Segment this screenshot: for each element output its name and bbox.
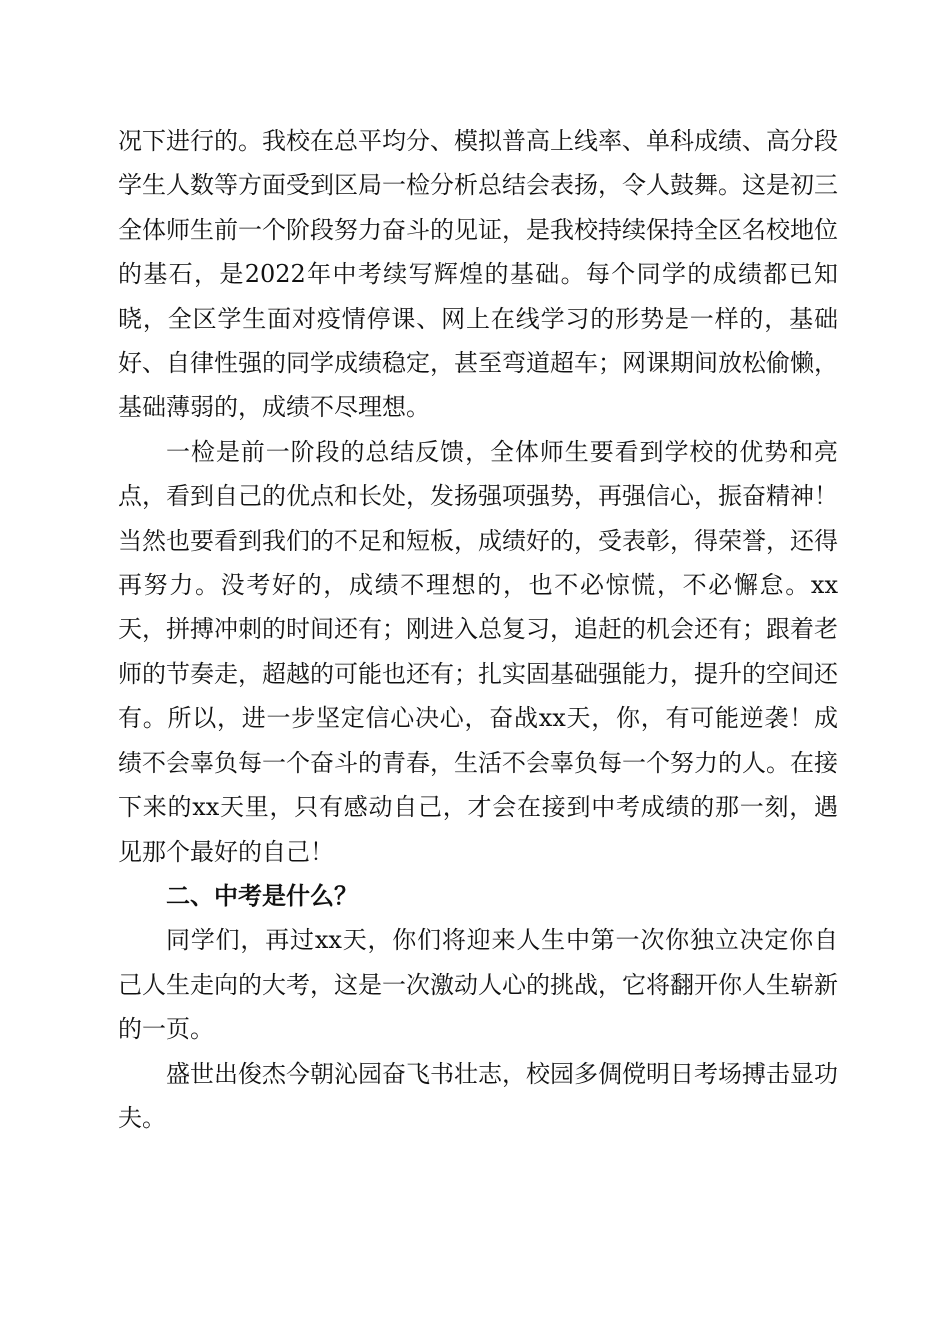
paragraph-continuation: 况下进行的。我校在总平均分、模拟普高上线率、单科成绩、高分段学生人数等方面受到区局一检分析总结会表扬，令人鼓舞。这是初三全体师生前一个阶段努力奋斗的见证，是我校持续保持全区名校地位的基石，是2022年中考续写辉煌的基础。每个同学的成绩都已知晓，全区学生面对疫情停课、网上在线学习的形势是一样的，基础好、自律性强的同学成绩稳定，甚至弯道超车；网课期间放松偷懒，基础薄弱的，成绩不尽理想。 [118, 127, 838, 422]
paragraph-students-address: 同学们，再过xx天，你们将迎来人生中第一次你独立决定你自己人生走向的大考，这是一次激动人心的挑战，它将翻开你人生崭新的一页。 [118, 926, 838, 1044]
section-heading-what-is-zhongkao: 二、中考是什么？ [166, 881, 358, 910]
paragraph-couplet: 盛世出俊杰今朝沁园奋飞书壮志，校园多倜傥明日考场搏击显功夫。 [118, 1059, 838, 1132]
paragraph-yijian-summary: 一检是前一阶段的总结反馈，全体师生要看到学校的优势和亮点，看到自己的优点和长处，发扬强项强势，再强信心，振奋精神！当然也要看到我们的不足和短板，成绩好的，受表彰，得荣誉，还得再努力。没考好的，成绩不理想的，也不必惊慌，不必懈怠。xx天，拼搏冲刺的时间还有；刚进入总复习，追赶的机会还有；跟着老师的节奏走，超越的可能也还有；扎实固基础强能力，提升的空间还有。所以，进一步坚定信心决心，奋战xx天，你，有可能逆袭！成绩不会辜负每一个奋斗的青春，生活不会辜负每一个努力的人。在接下来的xx天里，只有感动自己，才会在接到中考成绩的那一刻，遇见那个最好的自己！ [118, 437, 838, 866]
document-body [118, 119, 838, 1140]
